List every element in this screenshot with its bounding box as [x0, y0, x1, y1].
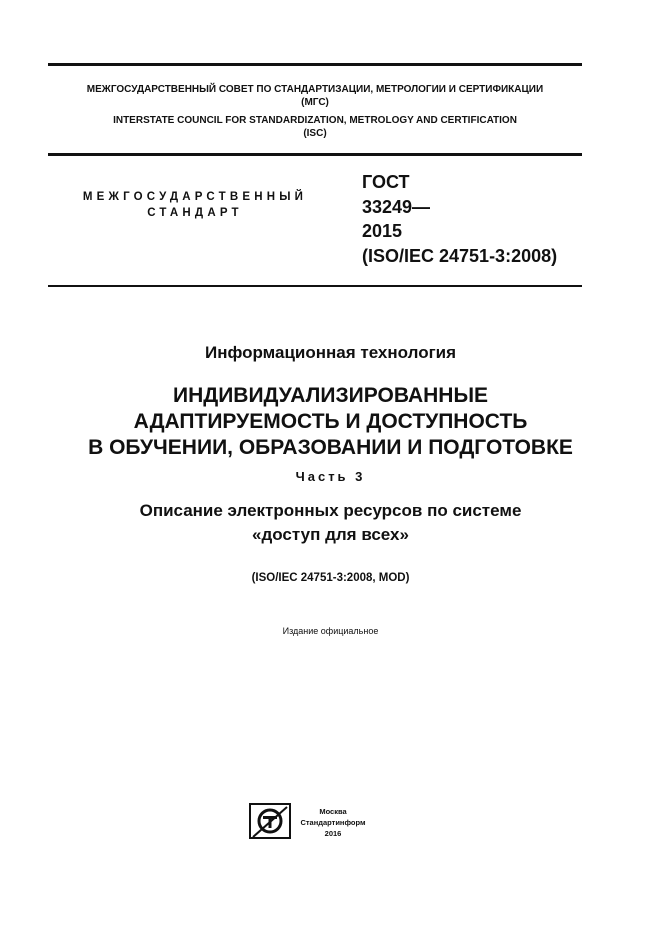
council-ru-name: МЕЖГОСУДАРСТВЕННЫЙ СОВЕТ ПО СТАНДАРТИЗАЦИИ, МЕТРОЛОГИИ И СЕРТИФИКАЦИИ	[86, 84, 544, 95]
iso-mod-reference: (ISO/IEC 24751-3:2008, MOD)	[251, 572, 410, 584]
gost-number: 33249—	[362, 196, 431, 217]
interstate-standard-label	[60, 189, 330, 221]
gost-label: ГОСТ	[362, 172, 410, 192]
publisher-city: Москва	[319, 807, 347, 816]
gost-designation	[362, 170, 557, 268]
edition-note: Издание официальное	[282, 626, 379, 636]
council-en-abbr: (ISC)	[303, 128, 327, 139]
designation-rule	[48, 285, 582, 287]
council-ru	[48, 83, 582, 109]
header-rule	[48, 153, 582, 156]
part-label: Часть 3	[295, 469, 366, 484]
subtitle-line2: «доступ для всех»	[252, 525, 409, 544]
gost-year: 2015	[362, 221, 403, 241]
document-title	[0, 383, 661, 461]
council-en-name: INTERSTATE COUNCIL FOR STANDARDIZATION, METROLOGY AND CERTIFICATION	[113, 115, 517, 126]
title-line1: ИНДИВИДУАЛИЗИРОВАННЫЕ	[172, 384, 489, 407]
publisher-block	[296, 806, 370, 839]
gost-iso-ref: (ISO/IEC 24751-3:2008)	[362, 245, 558, 266]
subtitle-line1: Описание электронных ресурсов по системе	[139, 501, 522, 520]
document-subtitle	[0, 499, 661, 547]
title-line3: В ОБУЧЕНИИ, ОБРАЗОВАНИИ И ПОДГОТОВКЕ	[88, 436, 573, 459]
publisher-year: 2016	[324, 829, 342, 838]
council-en	[48, 114, 582, 140]
top-rule	[48, 63, 582, 66]
interstate-line1: МЕЖГОСУДАРСТВЕННЫЙ	[82, 191, 308, 203]
council-ru-abbr: (МГС)	[301, 97, 329, 108]
standartinform-logo-icon	[249, 803, 291, 839]
document-subject: Информационная технология	[204, 343, 457, 362]
interstate-line2: СТАНДАРТ	[147, 207, 243, 219]
title-line2: АДАПТИРУЕМОСТЬ И ДОСТУПНОСТЬ	[133, 410, 528, 433]
publisher-name: Стандартинформ	[300, 818, 366, 827]
